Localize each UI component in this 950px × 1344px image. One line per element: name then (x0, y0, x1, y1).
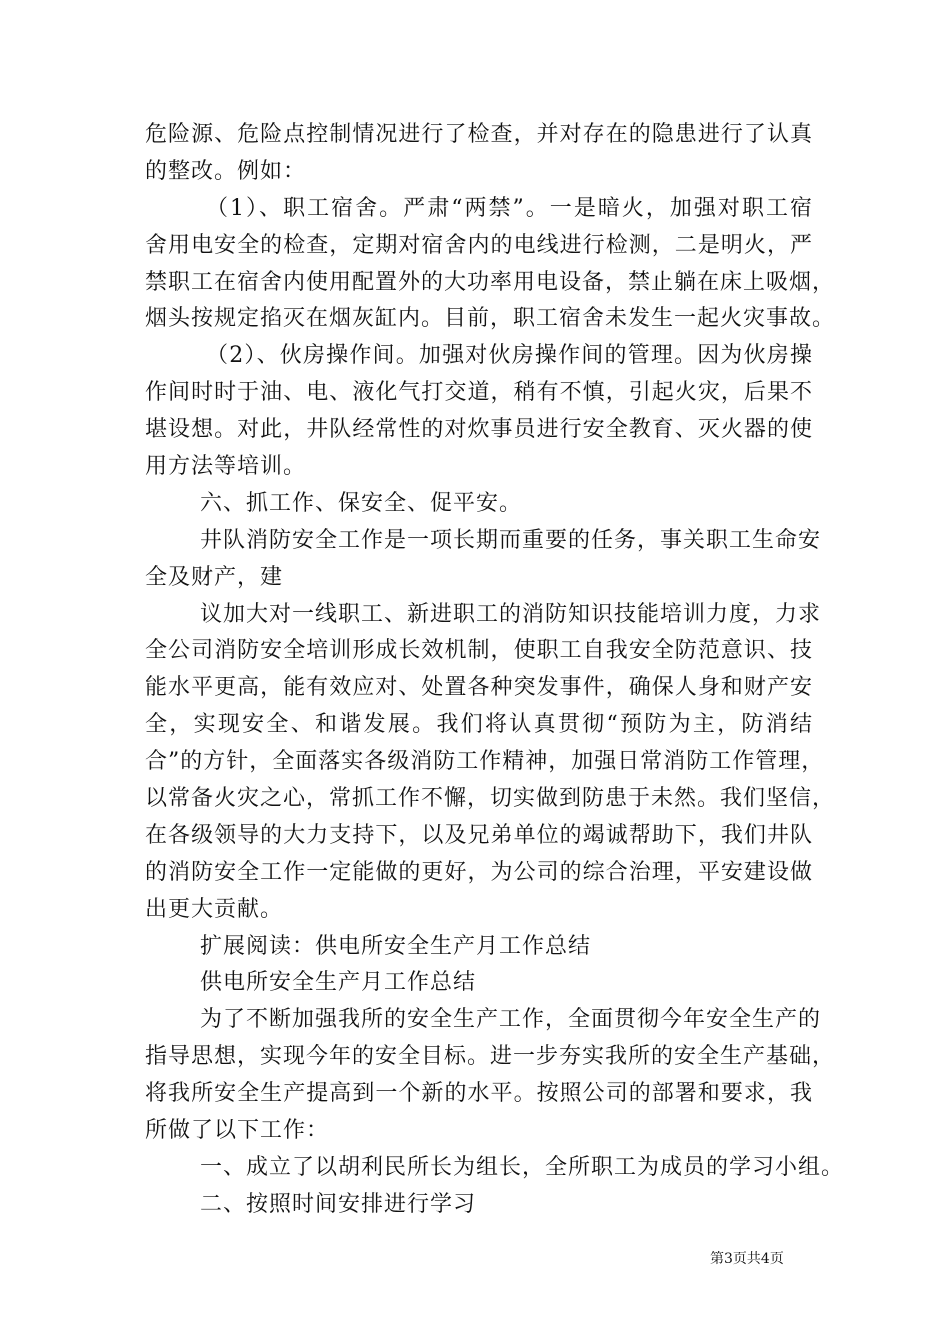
text-line: 全，实现安全、和谐发展。我们将认真贯彻“预防为主，防消结 (145, 712, 813, 738)
section-heading: 六、抓工作、保安全、促平安。 (200, 490, 523, 516)
extended-reading-title: 扩展阅读：供电所安全生产月工作总结 (200, 933, 592, 959)
text-line: 全公司消防安全培训形成长效机制，使职工自我安全防范意识、技 (145, 638, 813, 664)
text-line: 能水平更高，能有效应对、处置各种突发事件，确保人身和财产安 (145, 675, 813, 701)
text-line: 指导思想，实现今年的安全目标。进一步夯实我所的安全生产基础， (145, 1044, 836, 1070)
text-line: 所做了以下工作： (145, 1118, 330, 1144)
text-line: 的整改。例如： (145, 158, 307, 184)
document-body (145, 117, 845, 1224)
text-line: 合”的方针，全面落实各级消防工作精神，加强日常消防工作管理， (145, 749, 825, 775)
text-line: 为了不断加强我所的安全生产工作，全面贯彻今年安全生产的 (200, 1007, 822, 1033)
text-line: 出更大贡献。 (145, 896, 284, 922)
text-line: 一、成立了以胡利民所长为组长，全所职工为成员的学习小组。 (200, 1154, 845, 1180)
article-title: 供电所安全生产月工作总结 (200, 970, 477, 996)
text-line: （1）、职工宿舍。严肃“两禁”。一是暗火，加强对职工宿 (206, 195, 813, 221)
text-line: 禁职工在宿舍内使用配置外的大功率用电设备，禁止躺在床上吸烟， (145, 269, 836, 295)
text-line: 用方法等培训。 (145, 454, 307, 480)
text-line: 堪设想。对此，井队经常性的对炊事员进行安全教育、灭火器的使 (145, 417, 813, 443)
text-line: 将我所安全生产提高到一个新的水平。按照公司的部署和要求，我 (145, 1081, 813, 1107)
text-line: 的消防安全工作一定能做的更好，为公司的综合治理，平安建设做 (145, 859, 813, 885)
page-number: 第3页共4页 (710, 1251, 784, 1267)
text-line: 烟头按规定掐灭在烟灰缸内。目前，职工宿舍未发生一起火灾事故。 (145, 306, 836, 332)
text-line: 作间时时于油、电、液化气打交道，稍有不慎，引起火灾，后果不 (145, 380, 813, 406)
text-line: 二、按照时间安排进行学习 (200, 1191, 477, 1217)
text-line: （2）、伙房操作间。加强对伙房操作间的管理。因为伙房操 (206, 343, 813, 369)
text-line: 以常备火灾之心，常抓工作不懈，切实做到防患于未然。我们坚信， (145, 786, 836, 812)
text-line: 全及财产，建 (145, 564, 284, 590)
text-line: 舍用电安全的检查，定期对宿舍内的电线进行检测，二是明火，严 (145, 232, 813, 258)
text-line: 井队消防安全工作是一项长期而重要的任务，事关职工生命安 (200, 527, 822, 553)
text-line: 议加大对一线职工、新进职工的消防知识技能培训力度，力求 (200, 601, 822, 627)
text-line: 在各级领导的大力支持下，以及兄弟单位的竭诚帮助下，我们井队 (145, 822, 813, 848)
text-line: 危险源、危险点控制情况进行了检查，并对存在的隐患进行了认真 (145, 122, 813, 147)
